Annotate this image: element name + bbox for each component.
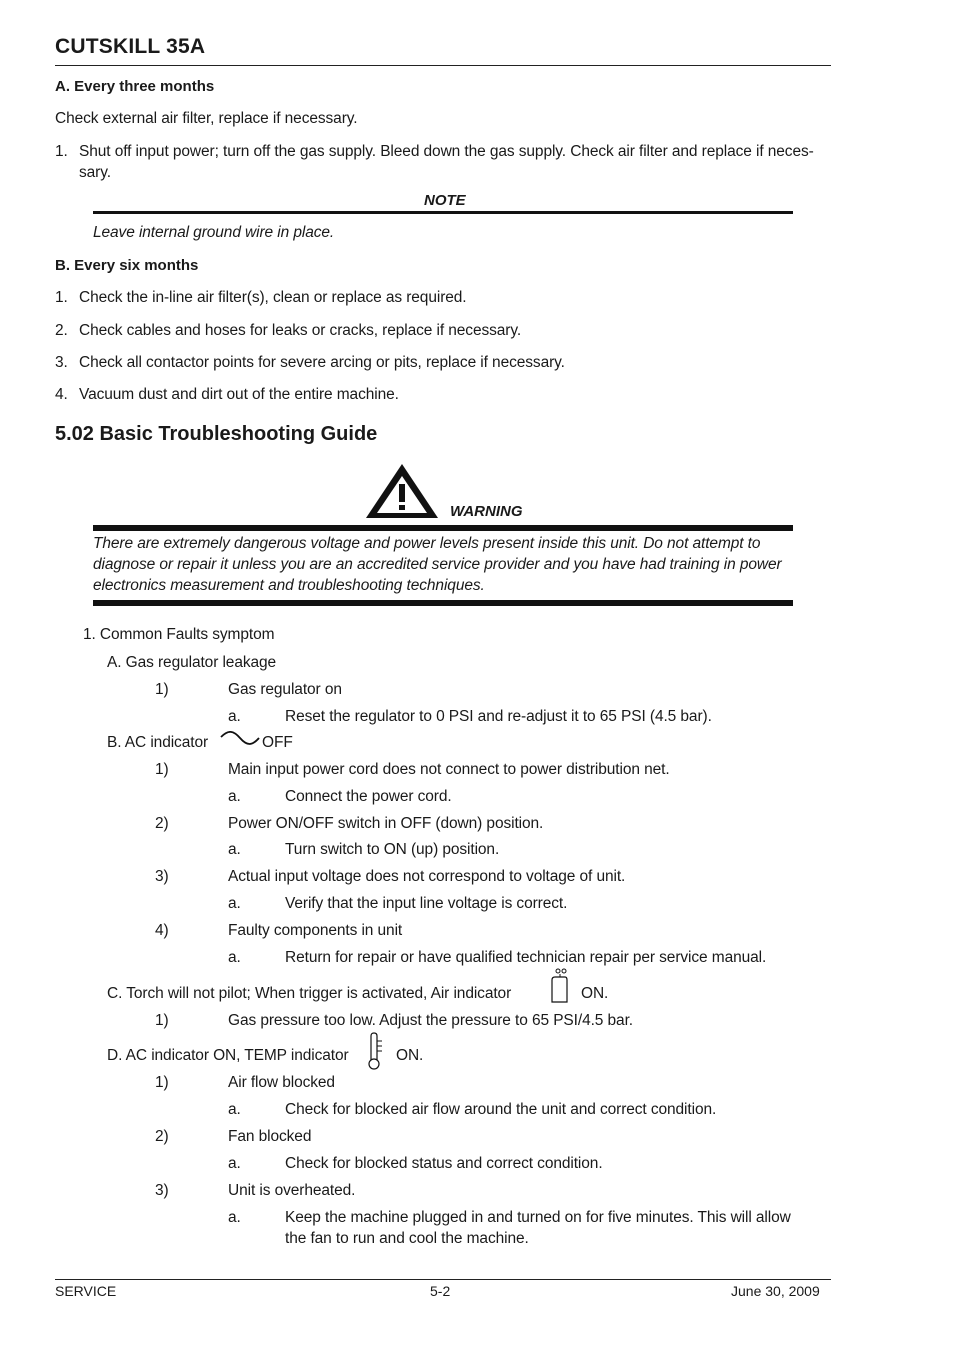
gas-cylinder-icon (549, 967, 571, 1005)
section-b-item-3-num: 3. (55, 354, 68, 371)
fault-d-step-1a-num: a. (228, 1101, 241, 1118)
fault-a-step-1a: Reset the regulator to 0 PSI and re-adjust it to 65 PSI (4.5 bar). (285, 708, 712, 725)
fault-d-step-3a-line-2: the fan to run and cool the machine. (285, 1230, 529, 1247)
footer-rule (55, 1279, 831, 1280)
document-title: CUTSKILL 35A (55, 35, 206, 58)
fault-d-step-3: Unit is overheated. (228, 1182, 356, 1199)
fault-c-label-suffix: ON. (581, 985, 609, 1002)
warning-top-rule (93, 525, 793, 531)
fault-b-label: B. AC indicator (107, 734, 209, 751)
fault-b-step-4-num: 4) (155, 922, 169, 939)
fault-b-step-1-num: 1) (155, 761, 169, 778)
fault-b-step-1: Main input power cord does not connect to power distribution net. (228, 761, 670, 778)
footer-page-number: 5-2 (430, 1283, 451, 1299)
section-b-item-3: Check all contactor points for severe arcing or pits, replace if necessary. (79, 354, 565, 371)
fault-d-step-2: Fan blocked (228, 1128, 312, 1145)
fault-b-step-3a-num: a. (228, 895, 241, 912)
warning-bottom-rule (93, 600, 793, 606)
fault-d-step-2-num: 2) (155, 1128, 169, 1145)
fault-b-step-3-num: 3) (155, 868, 169, 885)
fault-b-label-suffix: OFF (262, 734, 293, 751)
section-a-item-1-line-2: sary. (79, 164, 111, 181)
section-b-item-4: Vacuum dust and dirt out of the entire machine. (79, 386, 399, 403)
thermometer-icon (365, 1032, 385, 1072)
section-title: 5.02 Basic Troubleshooting Guide (55, 423, 378, 445)
warning-line-3: electronics measurement and troubleshooting techniques. (93, 577, 485, 594)
warning-line-2: diagnose or repair it unless you are an accredited service provider and you have had training in power (93, 556, 782, 573)
fault-b-step-4: Faulty components in unit (228, 922, 403, 939)
section-a-heading: A. Every three months (55, 78, 215, 95)
fault-c-step-1: Gas pressure too low. Adjust the pressure to 65 PSI/4.5 bar. (228, 1012, 633, 1029)
section-b-item-2: Check cables and hoses for leaks or cracks, replace if necessary. (79, 322, 522, 339)
header-rule (55, 65, 831, 66)
section-b-item-1-num: 1. (55, 289, 68, 306)
fault-d-step-1-num: 1) (155, 1074, 169, 1091)
warning-triangle-icon (364, 462, 440, 520)
fault-a-step-1: Gas regulator on (228, 681, 342, 698)
fault-b-step-3: Actual input voltage does not correspond to voltage of unit. (228, 868, 626, 885)
section-a-intro: Check external air filter, replace if necessary. (55, 110, 358, 127)
section-b-item-4-num: 4. (55, 386, 68, 403)
fault-b-step-1a-num: a. (228, 788, 241, 805)
fault-d-label: D. AC indicator ON, TEMP indicator (107, 1047, 349, 1064)
warning-line-1: There are extremely dangerous voltage and power levels present inside this unit. Do not attempt to (93, 535, 761, 552)
fault-c-label: C. Torch will not pilot; When trigger is activated, Air indicator (107, 985, 512, 1002)
fault-d-step-2a: Check for blocked status and correct condition. (285, 1155, 603, 1172)
note-text: Leave internal ground wire in place. (93, 224, 335, 241)
footer-date: June 30, 2009 (731, 1283, 820, 1299)
fault-b-step-4a-num: a. (228, 949, 241, 966)
fault-d-step-1: Air flow blocked (228, 1074, 335, 1091)
fault-d-step-3-num: 3) (155, 1182, 169, 1199)
ac-wave-icon (220, 731, 260, 747)
warning-label: WARNING (450, 503, 523, 520)
section-a-item-1-line-1: Shut off input power; turn off the gas supply. Bleed down the gas supply. Check air filter and replace if neces- (79, 143, 814, 160)
fault-b-step-3a: Verify that the input line voltage is correct. (285, 895, 568, 912)
fault-d-step-2a-num: a. (228, 1155, 241, 1172)
section-b-item-1: Check the in-line air filter(s), clean or replace as required. (79, 289, 467, 306)
section-b-item-2-num: 2. (55, 322, 68, 339)
fault-d-step-1a: Check for blocked air flow around the unit and correct condition. (285, 1101, 717, 1118)
fault-d-step-3a-num: a. (228, 1209, 241, 1226)
fault-a-label: A. Gas regulator leakage (107, 654, 277, 671)
fault-d-label-suffix: ON. (396, 1047, 424, 1064)
section-a-item-1-num: 1. (55, 143, 68, 160)
guide-title: 1. Common Faults symptom (83, 626, 275, 643)
fault-b-step-4a: Return for repair or have qualified technician repair per service manual. (285, 949, 767, 966)
note-rule (93, 211, 793, 214)
fault-a-step-1a-num: a. (228, 708, 241, 725)
footer-section: SERVICE (55, 1283, 117, 1299)
note-label: NOTE (424, 192, 466, 209)
fault-d-step-3a-line-1: Keep the machine plugged in and turned on for five minutes. This will allow (285, 1209, 791, 1226)
fault-b-step-2a-num: a. (228, 841, 241, 858)
fault-b-step-2: Power ON/OFF switch in OFF (down) position. (228, 815, 544, 832)
fault-a-step-1-num: 1) (155, 681, 169, 698)
section-b-heading: B. Every six months (55, 257, 199, 274)
fault-b-step-1a: Connect the power cord. (285, 788, 452, 805)
fault-b-step-2a: Turn switch to ON (up) position. (285, 841, 500, 858)
fault-c-step-1-num: 1) (155, 1012, 169, 1029)
fault-b-step-2-num: 2) (155, 815, 169, 832)
